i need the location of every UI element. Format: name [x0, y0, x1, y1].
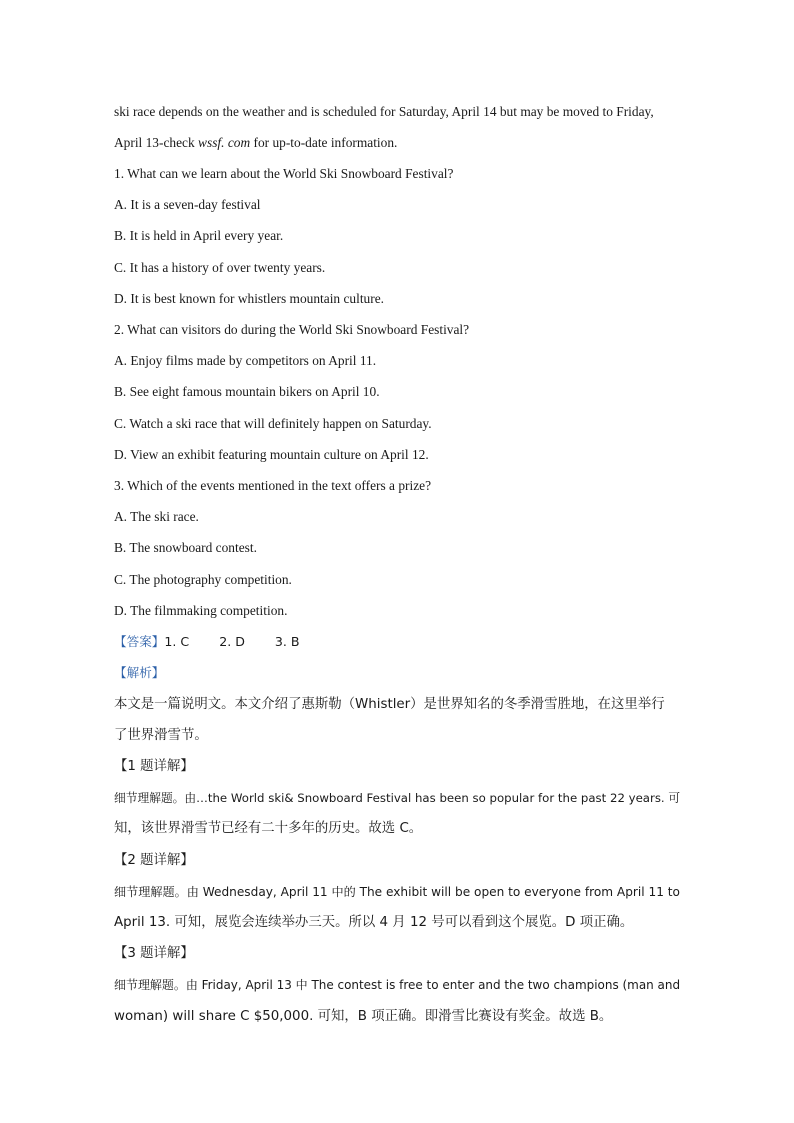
answer-line [114, 633, 300, 651]
answer-item-2: 2. D [219, 634, 245, 649]
question-1-stem: 1. What can we learn about the World Ski Snowboard Festival? [114, 166, 454, 181]
answer-tag: 【答案】 [114, 634, 165, 649]
question-1-option-b: B. It is held in April every year. [114, 228, 284, 243]
detail-3-line-1: 细节理解题。由 Friday, April 13 中 The contest is free to enter and the two champions (man and [114, 978, 681, 992]
passage-line-2-suffix: for up-to-date information. [250, 135, 398, 150]
question-1-option-c: C. It has a history of over twenty years. [114, 260, 326, 275]
website-text: wssf. com [198, 135, 251, 150]
detail-1-line-2: 知，该世界滑雪节已经有二十多年的历史。故选 C。 [114, 821, 423, 836]
analysis-summary-line-1: 本文是一篇说明文。本文介绍了惠斯勒（Whistler）是世界知名的冬季滑雪胜地，在这里举行 [114, 697, 665, 712]
answer-item-3: 3. B [274, 634, 300, 649]
question-2-option-c: C. Watch a ski race that will definitely happen on Saturday. [114, 416, 432, 431]
question-2-option-a: A. Enjoy films made by competitors on April 11. [114, 353, 377, 368]
detail-1-heading: 【1 题详解】 [114, 759, 194, 774]
detail-2-line-1: 细节理解题。由 Wednesday, April 11 中的 The exhibit will be open to everyone from April 11 to [114, 885, 680, 899]
question-3-option-b: B. The snowboard contest. [114, 540, 257, 555]
analysis-tag: 【解析】 [114, 665, 165, 680]
detail-3-heading: 【3 题详解】 [114, 946, 194, 961]
question-2-option-b: B. See eight famous mountain bikers on April 10. [114, 384, 380, 399]
question-1-option-d: D. It is best known for whistlers mountain culture. [114, 291, 385, 306]
detail-2-line-2: April 13. 可知，展览会连续举办三天。所以 4 月 12 号可以看到这个展览。D 项正确。 [114, 915, 634, 930]
question-2-stem: 2. What can visitors do during the World Ski Snowboard Festival? [114, 322, 470, 337]
analysis-summary-line-2: 了世界滑雪节。 [114, 728, 208, 743]
passage-line-2-prefix: April 13-check [114, 135, 199, 150]
detail-3-line-2: woman) will share C $50,000. 可知，B 项正确。即滑雪比赛设有奖金。故选 B。 [114, 1009, 613, 1024]
question-3-option-a: A. The ski race. [114, 509, 199, 524]
passage-line-1: ski race depends on the weather and is scheduled for Saturday, April 14 but may be moved to Friday, [114, 104, 654, 119]
question-3-stem: 3. Which of the events mentioned in the text offers a prize? [114, 478, 432, 493]
analysis-tag-line [114, 664, 164, 682]
question-3-option-d: D. The filmmaking competition. [114, 603, 288, 618]
answer-item-1: 1. C [164, 634, 190, 649]
passage-line-2 [114, 134, 397, 152]
detail-2-heading: 【2 题详解】 [114, 853, 194, 868]
question-3-option-c: C. The photography competition. [114, 572, 292, 587]
question-1-option-a: A. It is a seven-day festival [114, 197, 261, 212]
detail-1-line-1: 细节理解题。由…the World ski& Snowboard Festival has been so popular for the past 22 years. 可 [114, 791, 681, 805]
question-2-option-d: D. View an exhibit featuring mountain culture on April 12. [114, 447, 429, 462]
